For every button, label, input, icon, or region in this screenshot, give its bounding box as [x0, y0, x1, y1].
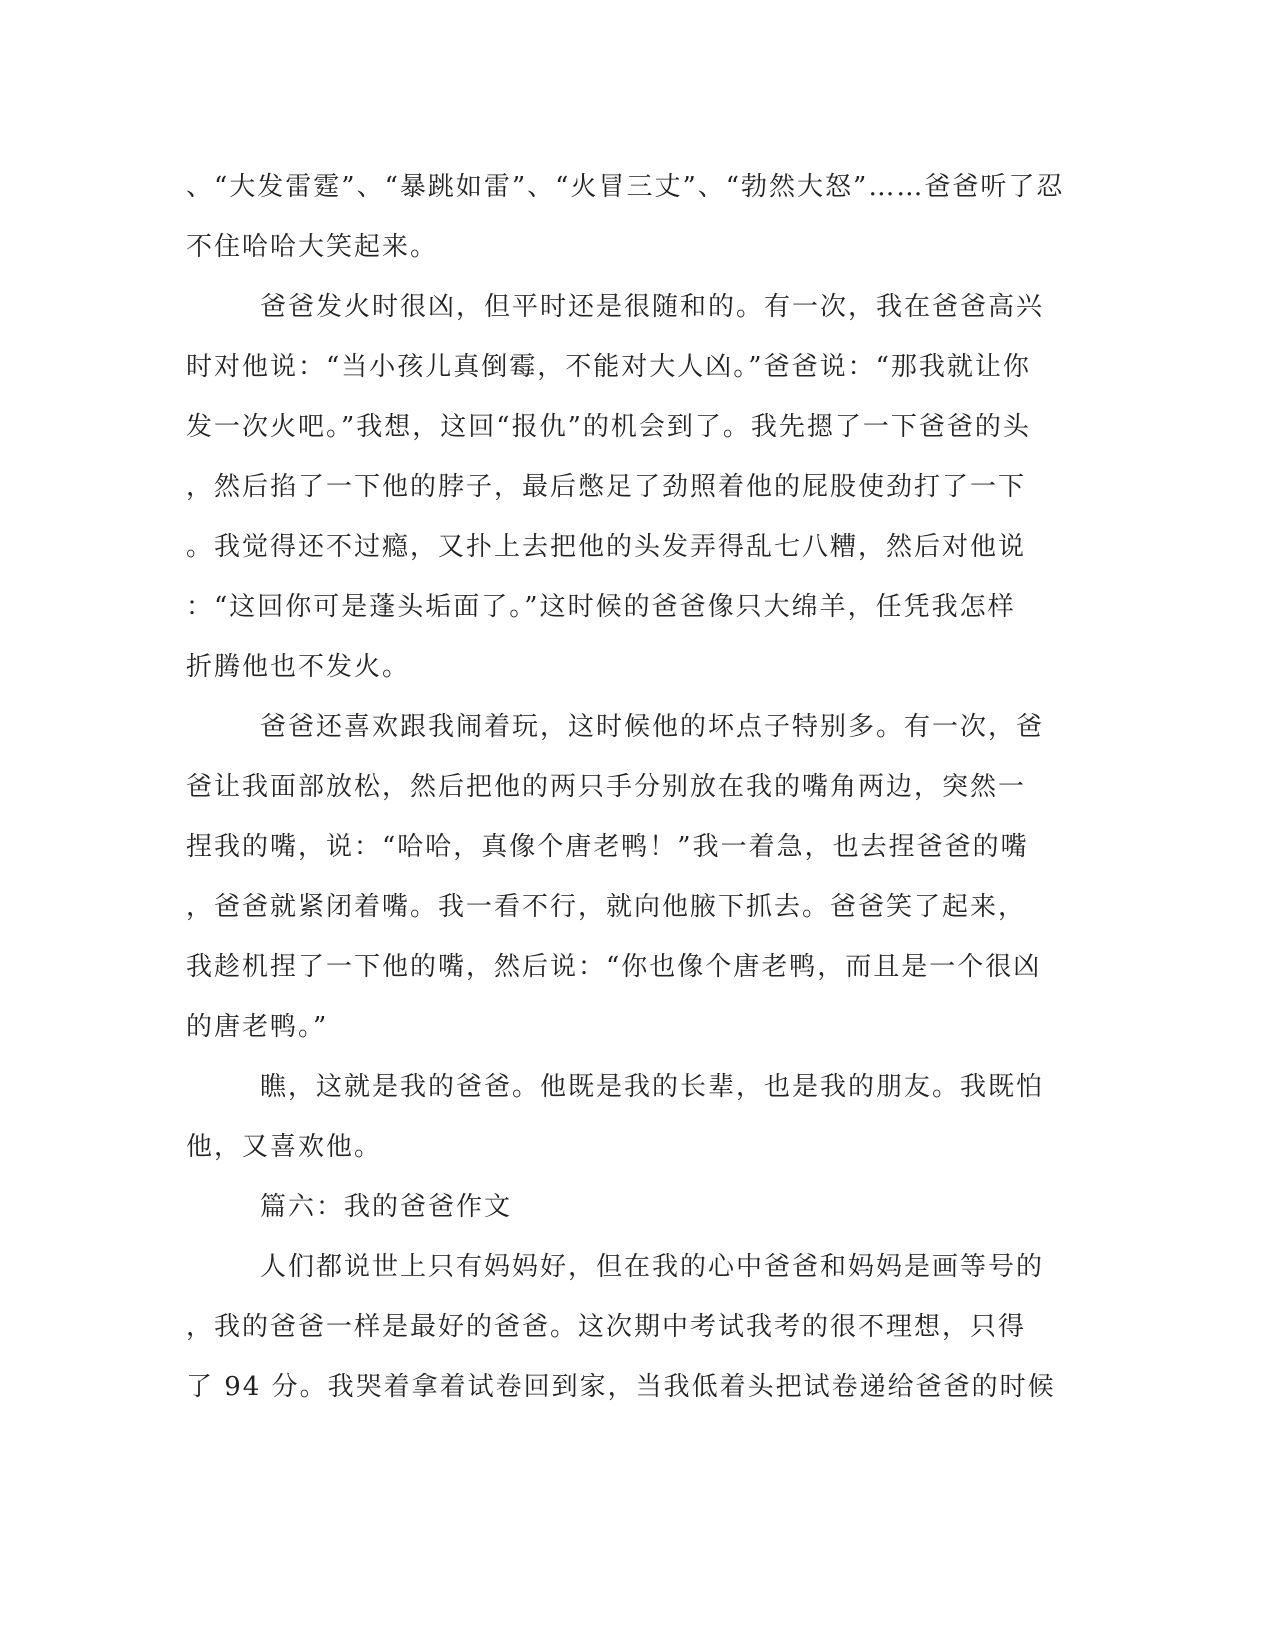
text-line: 了 94 分。我哭着拿着试卷回到家，当我低着头把试卷递给爸爸的时候: [186, 1372, 1056, 1402]
text-line: 爸爸还喜欢跟我闹着玩，这时候他的坏点子特别多。有一次，爸: [260, 712, 1045, 742]
text-line: 发一次火吧。”我想，这回“报仇”的机会到了。我先摁了一下爸爸的头: [186, 412, 1031, 442]
text-line: 爸爸发火时很凶，但平时还是很随和的。有一次，我在爸爸高兴: [260, 292, 1045, 322]
text-line: 、“大发雷霆”、“暴跳如雷”、“火冒三丈”、“勃然大怒”……爸爸听了忍: [186, 172, 1065, 202]
text-line: 不住哈哈大笑起来。: [186, 232, 439, 262]
essay-body: [186, 157, 1065, 1417]
text-line: 爸让我面部放松，然后把他的两只手分别放在我的嘴角两边，突然一: [186, 772, 1027, 802]
text-line: 我趁机捏了一下他的嘴，然后说：“你也像个唐老鸭，而且是一个很凶: [186, 952, 1042, 982]
text-line: ，我的爸爸一样是最好的爸爸。这次期中考试我考的很不理想，只得: [186, 1312, 1027, 1342]
text-line: 折腾他也不发火。: [186, 652, 411, 682]
text-line: 时对他说：“当小孩儿真倒霉，不能对大人凶。”爸爸说：“那我就让你: [186, 352, 1031, 382]
text-line: 的唐老鸭。”: [186, 1012, 329, 1042]
text-line: 他，又喜欢他。: [186, 1132, 383, 1162]
text-line: ：“这回你可是蓬头垢面了。”这时候的爸爸像只大绵羊，任凭我怎样: [186, 592, 1016, 622]
section-heading: 篇六：我的爸爸作文: [260, 1192, 513, 1222]
text-line: ，然后掐了一下他的脖子，最后憋足了劲照着他的屁股使劲打了一下: [186, 472, 1027, 502]
text-line: 人们都说世上只有妈妈好，但在我的心中爸爸和妈妈是画等号的: [260, 1252, 1045, 1282]
text-line: ，爸爸就紧闭着嘴。我一看不行，就向他腋下抓去。爸爸笑了起来，: [186, 892, 1027, 922]
text-line: 捏我的嘴，说：“哈哈，真像个唐老鸭！”我一着急，也去捏爸爸的嘴: [186, 832, 1029, 862]
text-line: 瞧，这就是我的爸爸。他既是我的长辈，也是我的朋友。我既怕: [260, 1072, 1045, 1102]
text-line: 。我觉得还不过瘾，又扑上去把他的头发弄得乱七八糟，然后对他说: [186, 532, 1027, 562]
